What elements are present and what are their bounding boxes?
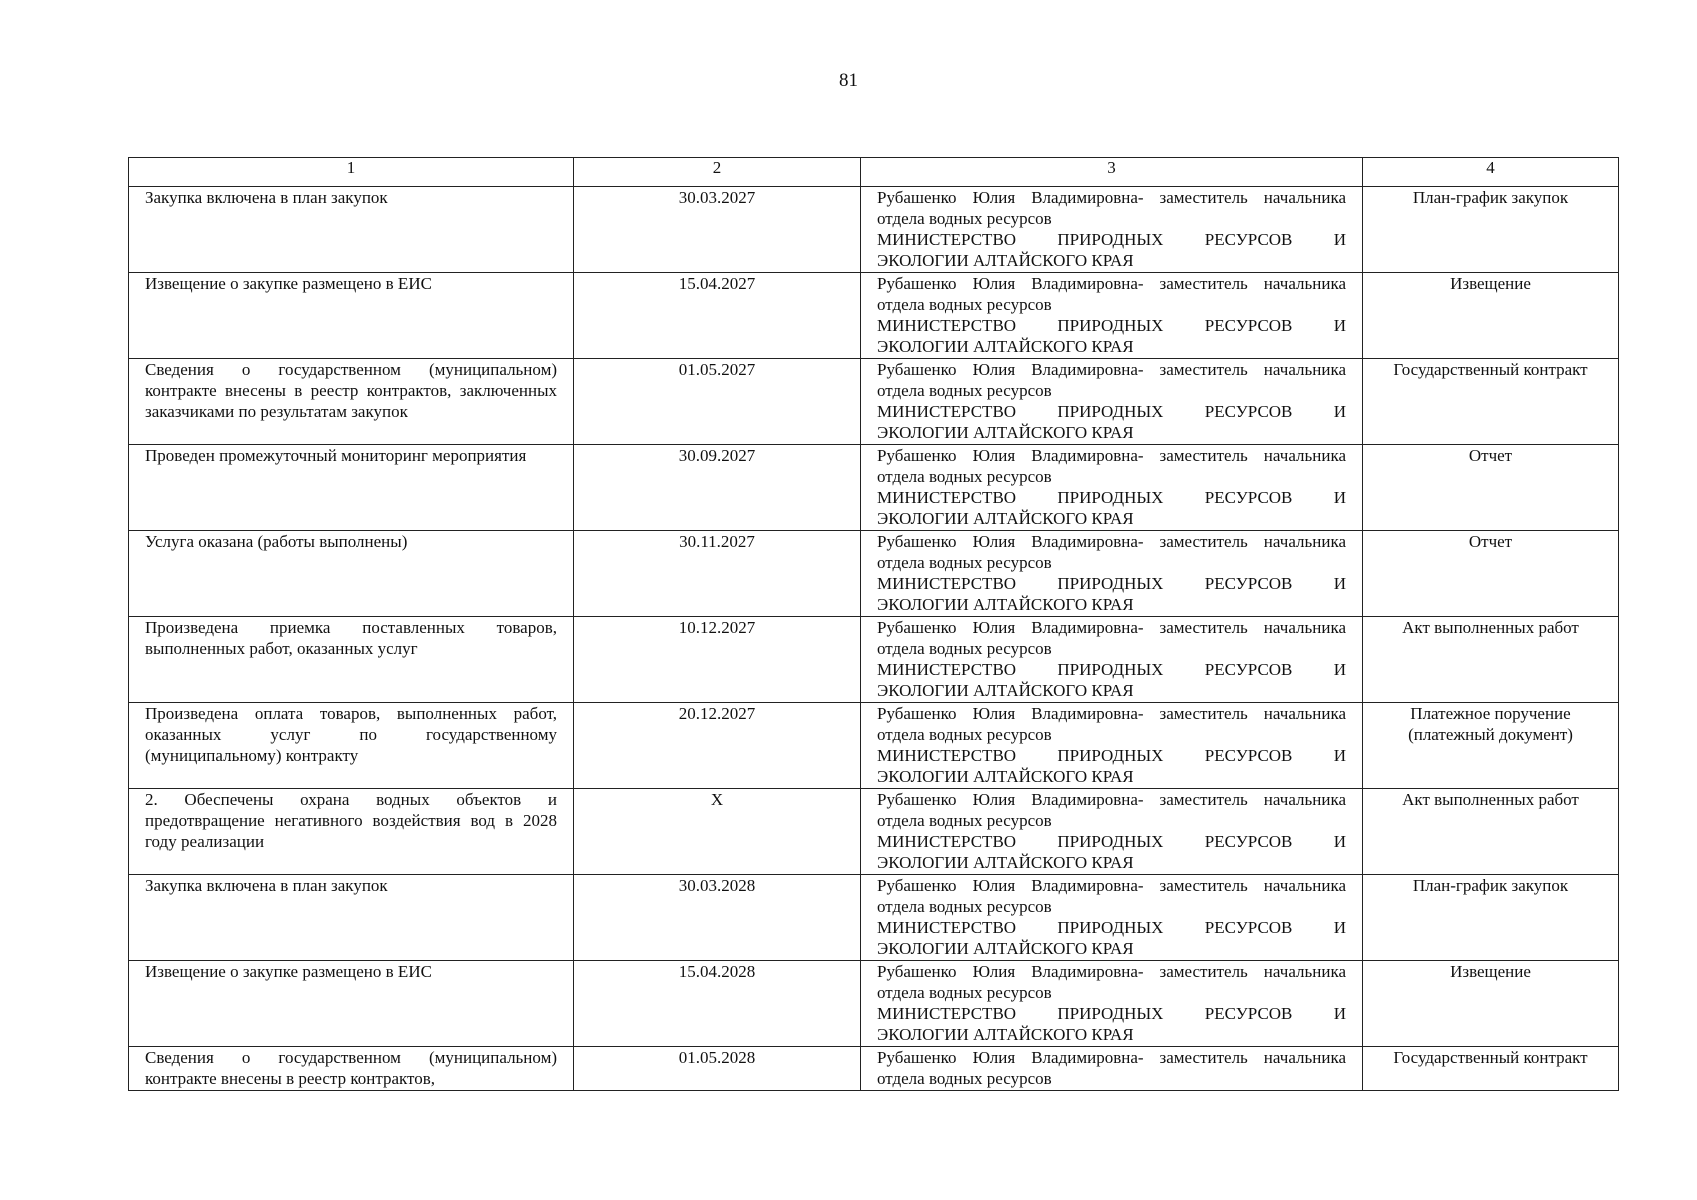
- date-cell: 30.03.2028: [574, 875, 861, 961]
- schedule-table: [128, 157, 1619, 1091]
- date-cell: 15.04.2028: [574, 961, 861, 1047]
- responsible-cell: [861, 617, 1363, 703]
- organization-line-1: МИНИСТЕРСТВО ПРИРОДНЫХ РЕСУРСОВ И: [877, 746, 1346, 765]
- responsible-cell: [861, 703, 1363, 789]
- column-header-1: 1: [129, 158, 574, 187]
- event-cell: Произведена приемка поставленных товаров, выполненных работ, оказанных услуг: [129, 617, 574, 703]
- organization-line-2: ЭКОЛОГИИ АЛТАЙСКОГО КРАЯ: [877, 767, 1134, 786]
- responsible-person: Рубашенко Юлия Владимировна- заместитель начальника отдела водных ресурсов: [877, 532, 1346, 572]
- date-cell: 01.05.2028: [574, 1047, 861, 1091]
- responsible-person: Рубашенко Юлия Владимировна- заместитель начальника отдела водных ресурсов: [877, 790, 1346, 830]
- page-number: 81: [839, 70, 858, 91]
- event-cell: Проведен промежуточный мониторинг мероприятия: [129, 445, 574, 531]
- table-row: [129, 187, 1619, 273]
- table-row: [129, 961, 1619, 1047]
- event-cell: Произведена оплата товаров, выполненных работ, оказанных услуг по государственному (муниципальному) контракту: [129, 703, 574, 789]
- responsible-cell: [861, 961, 1363, 1047]
- document-cell: Извещение: [1363, 961, 1619, 1047]
- table-body: [129, 187, 1619, 1091]
- date-cell: 01.05.2027: [574, 359, 861, 445]
- responsible-cell: [861, 359, 1363, 445]
- organization-line-2: ЭКОЛОГИИ АЛТАЙСКОГО КРАЯ: [877, 853, 1134, 872]
- table-row: [129, 875, 1619, 961]
- organization-line-1: МИНИСТЕРСТВО ПРИРОДНЫХ РЕСУРСОВ И: [877, 832, 1346, 851]
- date-cell: 15.04.2027: [574, 273, 861, 359]
- responsible-person: Рубашенко Юлия Владимировна- заместитель начальника отдела водных ресурсов: [877, 446, 1346, 486]
- document-cell: Извещение: [1363, 273, 1619, 359]
- event-cell: Извещение о закупке размещено в ЕИС: [129, 273, 574, 359]
- organization-line-2: ЭКОЛОГИИ АЛТАЙСКОГО КРАЯ: [877, 509, 1134, 528]
- organization-line-2: ЭКОЛОГИИ АЛТАЙСКОГО КРАЯ: [877, 939, 1134, 958]
- table-row: [129, 445, 1619, 531]
- table-row: [129, 617, 1619, 703]
- event-cell: 2. Обеспечены охрана водных объектов и предотвращение негативного воздействия вод в 2028 году реализации: [129, 789, 574, 875]
- organization-line-2: ЭКОЛОГИИ АЛТАЙСКОГО КРАЯ: [877, 251, 1134, 270]
- table-row: [129, 703, 1619, 789]
- document-cell: Государственный контракт: [1363, 359, 1619, 445]
- organization-line-1: МИНИСТЕРСТВО ПРИРОДНЫХ РЕСУРСОВ И: [877, 230, 1346, 249]
- document-cell: План-график закупок: [1363, 875, 1619, 961]
- event-cell: Сведения о государственном (муниципальном) контракте внесены в реестр контрактов,: [129, 1047, 574, 1091]
- event-cell: Сведения о государственном (муниципальном) контракте внесены в реестр контрактов, заключенных заказчиками по результатам закупок: [129, 359, 574, 445]
- table-row: [129, 359, 1619, 445]
- responsible-person: Рубашенко Юлия Владимировна- заместитель начальника отдела водных ресурсов: [877, 962, 1346, 1002]
- document-cell: План-график закупок: [1363, 187, 1619, 273]
- organization-line-1: МИНИСТЕРСТВО ПРИРОДНЫХ РЕСУРСОВ И: [877, 918, 1346, 937]
- responsible-cell: [861, 1047, 1363, 1091]
- responsible-person: Рубашенко Юлия Владимировна- заместитель начальника отдела водных ресурсов: [877, 274, 1346, 314]
- organization-line-2: ЭКОЛОГИИ АЛТАЙСКОГО КРАЯ: [877, 423, 1134, 442]
- date-cell: X: [574, 789, 861, 875]
- organization-line-1: МИНИСТЕРСТВО ПРИРОДНЫХ РЕСУРСОВ И: [877, 660, 1346, 679]
- organization-line-2: ЭКОЛОГИИ АЛТАЙСКОГО КРАЯ: [877, 595, 1134, 614]
- organization-line-1: МИНИСТЕРСТВО ПРИРОДНЫХ РЕСУРСОВ И: [877, 316, 1346, 335]
- organization-line-1: МИНИСТЕРСТВО ПРИРОДНЫХ РЕСУРСОВ И: [877, 488, 1346, 507]
- document-cell: Отчет: [1363, 531, 1619, 617]
- date-cell: 10.12.2027: [574, 617, 861, 703]
- date-cell: 30.11.2027: [574, 531, 861, 617]
- table-row: [129, 273, 1619, 359]
- date-cell: 30.03.2027: [574, 187, 861, 273]
- column-header-3: 3: [861, 158, 1363, 187]
- responsible-person: Рубашенко Юлия Владимировна- заместитель начальника отдела водных ресурсов: [877, 876, 1346, 916]
- responsible-cell: [861, 875, 1363, 961]
- responsible-cell: [861, 273, 1363, 359]
- table-row: [129, 789, 1619, 875]
- table-row: [129, 1047, 1619, 1091]
- table-row: [129, 531, 1619, 617]
- column-header-4: 4: [1363, 158, 1619, 187]
- organization-line-1: МИНИСТЕРСТВО ПРИРОДНЫХ РЕСУРСОВ И: [877, 1004, 1346, 1023]
- table-header-row: [129, 158, 1619, 187]
- document-cell: Платежное поручение (платежный документ): [1363, 703, 1619, 789]
- date-cell: 20.12.2027: [574, 703, 861, 789]
- organization-line-2: ЭКОЛОГИИ АЛТАЙСКОГО КРАЯ: [877, 337, 1134, 356]
- column-header-2: 2: [574, 158, 861, 187]
- responsible-cell: [861, 531, 1363, 617]
- responsible-person: Рубашенко Юлия Владимировна- заместитель начальника отдела водных ресурсов: [877, 188, 1346, 228]
- document-cell: Отчет: [1363, 445, 1619, 531]
- responsible-cell: [861, 789, 1363, 875]
- event-cell: Закупка включена в план закупок: [129, 187, 574, 273]
- responsible-person: Рубашенко Юлия Владимировна- заместитель начальника отдела водных ресурсов: [877, 1048, 1346, 1088]
- organization-line-2: ЭКОЛОГИИ АЛТАЙСКОГО КРАЯ: [877, 1025, 1134, 1044]
- event-cell: Услуга оказана (работы выполнены): [129, 531, 574, 617]
- event-cell: Извещение о закупке размещено в ЕИС: [129, 961, 574, 1047]
- document-cell: Государственный контракт: [1363, 1047, 1619, 1091]
- date-cell: 30.09.2027: [574, 445, 861, 531]
- document-cell: Акт выполненных работ: [1363, 789, 1619, 875]
- organization-line-1: МИНИСТЕРСТВО ПРИРОДНЫХ РЕСУРСОВ И: [877, 574, 1346, 593]
- responsible-cell: [861, 187, 1363, 273]
- responsible-person: Рубашенко Юлия Владимировна- заместитель начальника отдела водных ресурсов: [877, 360, 1346, 400]
- responsible-cell: [861, 445, 1363, 531]
- document-cell: Акт выполненных работ: [1363, 617, 1619, 703]
- responsible-person: Рубашенко Юлия Владимировна- заместитель начальника отдела водных ресурсов: [877, 704, 1346, 744]
- event-cell: Закупка включена в план закупок: [129, 875, 574, 961]
- responsible-person: Рубашенко Юлия Владимировна- заместитель начальника отдела водных ресурсов: [877, 618, 1346, 658]
- organization-line-2: ЭКОЛОГИИ АЛТАЙСКОГО КРАЯ: [877, 681, 1134, 700]
- organization-line-1: МИНИСТЕРСТВО ПРИРОДНЫХ РЕСУРСОВ И: [877, 402, 1346, 421]
